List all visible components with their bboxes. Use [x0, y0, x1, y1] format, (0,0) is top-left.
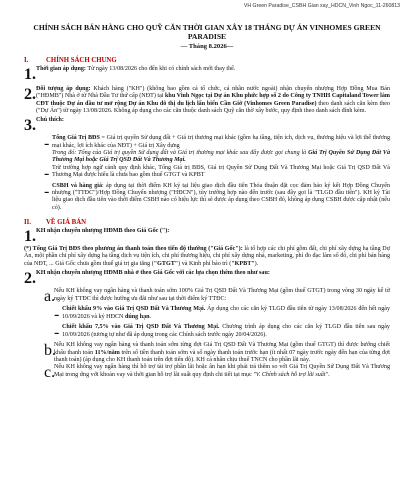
note-vat: - Trừ trường hợp ngữ cảnh quy định khác, Tổng Giá trị BĐS, Giá trị Quyền Sử Dụng Đất Và Thương Mại hoặc Giá Trị QSD Đất Và Thương Mại được hiểu là chưa bao gồm thuế GTGT và KPBT [44, 164, 390, 182]
vat-term: "GTGT" [153, 260, 179, 267]
option-a [44, 288, 390, 306]
definition-text: ). [254, 260, 259, 267]
item-text: từ ngày 13/08/2026. Không áp dụng cho các căn thuộc danh sách Quỹ căn thờ xây bước, quy định theo danh sách đính kèm. [63, 108, 367, 115]
section-number: I. [24, 57, 29, 64]
section-heading-price [24, 219, 390, 226]
option-bold: 11%/năm [94, 349, 120, 356]
item-label: Chú thích: [36, 117, 64, 124]
price-base-definition [24, 246, 390, 268]
note-italic: Trong đó: Tổng của Giá trị quyền Sử dụng đất và Giá trị thương mại khác sau đây được gọi chung là [52, 150, 309, 157]
item-label: KH nhận chuyển nhượng HĐMB theo Giá Gốc ("): [36, 228, 170, 235]
note-csbh: - CSBH và hàng giá: áp dụng tại thời điểm KH ký tại liệu giao dịch đầu tiên Thỏa thuận đặt cọc đảm bảo ký kết Hợp Đồng Chuyển nhượng ("TTĐC")/Hợp Đồng Chuyển nhượng ("HĐCN"), tùy trường hợp nào đến trước (sau đây gọi là "TLGD đầu tiên"). KH ký Tài liệu giao dịch đầu tiên vào thời điểm CSBH nào có hiệu lực thì sẽ được áp dụng theo CSBH đó, không áp dụng CSBH được cập nhật (nếu có). [44, 182, 391, 211]
note-italic-bold: Giá Trị Quyền Sử Dụng Đất Và Thương Mại hoặc Giá Trị QSD Đất Và Thương Mại. [52, 150, 391, 164]
note-text: = Giá trị quyền Sử dụng đất + Giá trị thương mại khác (gồm hạ tầng, tiện ích, dịch vụ, thương hiệu và lợi thế thương mại khác, lợi ích khác của NĐT) + Giá trị Xây dựng [52, 135, 391, 149]
option-text: Nếu KH không vay ngân hàng và thanh toán sớm 100% Giá Trị QSD Đất Và Thương Mại (gồm thuế GTGT) trong vòng 30 ngày kể từ ngày ký TTĐC thì được hưởng ưu đãi như sau tại thời điểm ký TTĐC: [54, 288, 390, 302]
discount-label: Chiết khấu 7,5% [62, 324, 109, 331]
option-text: Nếu KH không vay ngân hàng và thanh toán sớm từng đợt Giá Trị QSD Đất Và Thương Mại (gồm thuế GTGT) thì được hưởng chiết khấu thanh toán [54, 342, 390, 356]
section-heading-general [24, 57, 390, 64]
item-text: Khách hàng ("KH") (không bao gồm cá tổ chức, cá nhân nước ngoài) nhận chuyển nhượng Hợp Đồng Mua Bán ("HĐMB") Nhà ở từ Nhà Đầu Tư thứ cấp (NĐT) tại [36, 86, 390, 100]
discount-label: Chiết khấu 9% [62, 306, 103, 313]
note-label: CSBH và hàng giá [52, 182, 103, 189]
note-total-value: - Tổng Giá Trị BĐS = Giá trị quyền Sử dụng đất + Giá trị thương mại khác (gồm hạ tầng, tiện ích, dịch vụ, thương hiệu và lợi thế thương mại khác, lợi ích khác của NĐT) + Giá trị Xây dựng Trong đó: Tổng của Giá trị quyền Sử dụng đất và Giá trị thương mại khác sau đây được gọi chung là Giá Trị Quyền Sử Dụng Đất Và Thương Mại hoặc Giá Trị QSD Đất Và Thương Mại. [44, 135, 391, 164]
option-c [44, 364, 390, 382]
document-title: CHÍNH SÁCH BÁN HÀNG CHO QUỸ CĂN THỜI GIAN XÂY 18 THÁNG DỰ ÁN VINHOMES GREEN PARADISE [33, 23, 381, 41]
item-number: 3. [24, 117, 36, 135]
option-mark: a. [44, 288, 56, 306]
option-text: . [328, 371, 330, 378]
price-item-1 [24, 228, 390, 246]
kpbt-term: "KPBT" [231, 260, 255, 267]
document-subtitle: — Tháng 8.2026— [180, 43, 234, 50]
item-text: Từ ngày 13/08/2026 cho đến khi có chính sách mới thay thế. [85, 66, 236, 72]
option-b [44, 342, 390, 364]
section-title: CHÍNH SÁCH CHUNG [46, 57, 117, 64]
option-text: trên số tiền thanh toán sớm và số ngày thanh toán trước hạn (ít nhất 07 ngày trước ngày đến hạn của từng đợt thanh toán) (áp dụng cho KH thanh toán trên đợt tiến độ). KH cá nhân chịu thuế TNCN cho phần lãi này. [54, 349, 390, 363]
option-text: Nếu KH không vay ngân hàng thì hỗ trợ tài trợ phần lãi hoặc ân hạn khi phải trả thêm so với Giá Trị Quyền Sử Dụng Đất Và Thương Mại trong ứng với khoản vay và thời gian hỗ trợ lãi suất quy định chi tiết tại mục [54, 364, 390, 378]
item-notes [24, 117, 390, 135]
item-label: Thời gian áp dụng: [36, 66, 86, 72]
price-item-2 [24, 270, 390, 288]
discount-text: Áp dụng cho các căn ký TLGD đầu tiên từ ngày 13/08/2026 đến hết ngày 10/09/2026 và ký HĐCN [62, 306, 390, 320]
note-text: : áp dụng tại thời điểm KH ký tại liệu giao dịch đầu tiên Thỏa thuận đặt cọc đảm bảo ký kết Hợp Đồng Chuyển nhượng ("TTĐC")/Hợp Đồng Chuyển nhượng ("HĐCN"), tùy trường hợp nào đến trước (sau đây gọi là "TLGD đầu tiên"). KH ký Tài liệu giao dịch đầu tiên vào thời điểm CSBH nào có hiệu lực thì sẽ được áp dụng theo CSBH đó, không áp dụng CSBH được cập nhật (nếu có). [52, 182, 391, 211]
item-number: 2. [24, 270, 36, 288]
discount-bold: đúng hạn [124, 313, 150, 320]
discount-text: Chương trình áp dụng cho các căn ký TLGD đầu tiên sau ngày 10/09/2026 (tương tự như đã áp dụng trong các Chính sách trước ngày 20/04/2026). [62, 324, 390, 338]
item-project-name: khu Vinh Ngọc tại Dự án Khu phức hợp số 2 do Công ty TNHH Capitaland Tower làm CĐT thuộc Dự án đầu tư mở rộng Dự án Khu đô thị du lịch lấn biển Cần Giờ (Vinhomes Green Paradise) [36, 93, 390, 107]
item-number: 1. [24, 66, 36, 83]
option-mark: c. [44, 364, 56, 382]
item-label: KH nhận chuyển nhượng HĐMB nhà ở theo Giá Gốc với các lựa chọn thêm theo như sau: [36, 270, 270, 277]
item-label: Đối tượng áp dụng: [36, 86, 91, 92]
note-text: Trừ trường hợp ngữ cảnh quy định khác, Tổng Giá trị BĐS, Giá trị Quyền Sử Dụng Đất Và Thương Mại hoặc Giá Trị QSD Đất Và Thương Mại được hiểu là chưa bao gồm thuế GTGT và KPBT [52, 164, 390, 179]
option-mark: b. [44, 342, 56, 360]
section-number: II. [24, 219, 31, 227]
definition-text: là tổ hợp các chi phí gồm đất, chi phí xây dựng hạ tầng Dự Án, một phần chi phí xây dựng hạ tầng dịch vụ tiện ích, chi phí thương hiệu, chi phí xây dựng nhà, marketing, phí đo đạc làm sổ đỏ, chi phí bán hàng của NĐT, ... Giá Gốc chưa gồm thuế giá trị gia tăng ( [24, 246, 390, 267]
item-audience [24, 86, 390, 115]
item-number: 1. [24, 228, 36, 246]
discount-7-5: - Chiết khấu 7,5% vào Giá Trị QSD Đất Và Thương Mại. Chương trình áp dụng cho các căn ký TLGD đầu tiên sau ngày 10/09/2026 (tương tự như đã áp dụng trong các Chính sách trước ngày 20/04/2026). [54, 324, 390, 342]
option-italic: "V. Chính sách hỗ trợ lãi suất" [253, 371, 329, 378]
item-number: 2. [24, 86, 36, 103]
item-time [24, 66, 390, 84]
discount-text: vào Giá Trị QSD Đất Và Thương Mại. [108, 324, 220, 331]
document-header: VH Green Paradise_CSBH Gian xay_HDCN_Vinh Ngoc_11-260813 [243, 3, 400, 9]
discount-text: . [149, 313, 152, 320]
definition-text: ) và Kinh phí bảo trì ( [178, 260, 232, 267]
discount-text: vào Giá Trị QSD Đất Và Thương Mại. [102, 306, 206, 313]
section-title: VỀ GIÁ BÁN [46, 219, 87, 227]
discount-9: - Chiết khấu 9% vào Giá Trị QSD Đất Và Thương Mại. Áp dụng cho các căn ký TLGD đầu tiên từ ngày 13/08/2026 đến hết ngày 10/09/2026 và ký HĐCN đúng hạn. [54, 306, 390, 324]
note-label: Tổng Giá Trị BĐS [52, 135, 100, 142]
item-text: theo danh sách căn kèm theo ("Dự Án") [36, 100, 390, 115]
definition-label: (*) Tổng Giá Trị BĐS theo phương án thanh toán theo tiến độ thường ("Giá Gốc"): [24, 246, 243, 253]
